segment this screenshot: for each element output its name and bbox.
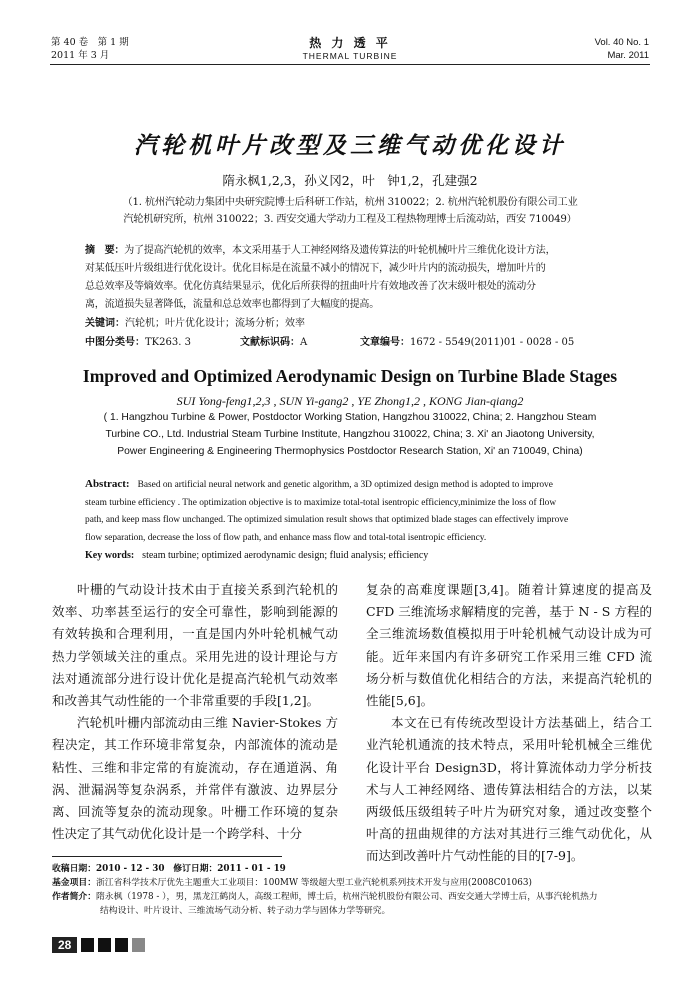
abstract-cn-line1: 为了提高汽轮机的效率，本文采用基于人工神经网络及遗传算法的叶轮机械叶片三维优化设计方法， [124, 245, 556, 256]
keywords-en-label: Key words: [85, 550, 135, 561]
decorative-block-icon [98, 938, 111, 952]
classification-info [85, 333, 645, 348]
decorative-block-icon [115, 938, 128, 952]
article-number-value: 1672 - 5549(2011)01 - 0028 - 05 [410, 337, 575, 348]
abstract-en-line2: steam turbine efficiency . The optimization objective is to maximize total-total isentropic efficiency,minimize the loss of flow [85, 497, 557, 508]
decorative-block-icon [132, 938, 145, 952]
abstract-cn-line4: 离，流道损失显著降低，流量和总总效率也都得到了大幅度的提高。 [85, 299, 379, 310]
affiliation-cn-line1: （1. 杭州汽轮动力集团中央研究院博士后科研工作站，杭州 310022；2. 杭州汽轮机股份有限公司工业 [122, 197, 578, 208]
page-number: 28 [52, 937, 77, 953]
clc-value: TK263. 3 [145, 337, 191, 348]
abstract-en-line4: flow separation, decrease the loss of flow path, and enhance mass flow and total-total isentropic efficiency. [85, 532, 487, 543]
body-right-paragraph-2: 本文在已有传统改型设计方法基础上，结合工业汽轮机通流的技术特点，采用叶轮机械全三维优化设计平台 Design3D，将计算流体动力学分析技术与人工神经网络、遗传算法相结合的方法，以某两级低压级组转子叶片为研究对象，通过改变整个叶高的扭曲规律的方法对其进行三维气动优化，从而达到改善叶片气动性能的目的[7-9]。 [366, 715, 652, 864]
body-right-column [366, 579, 652, 868]
abstract-en-label: Abstract: [85, 478, 130, 490]
decorative-block-icon [81, 938, 94, 952]
affiliation-cn-line2: 汽轮机研究所，杭州 310022；3. 西安交通大学动力工程及工程热物理博士后流动站，西安 710049） [123, 214, 577, 225]
keywords-en-text: steam turbine; optimized aerodynamic design; fluid analysis; efficiency [142, 550, 429, 561]
doc-code-label: 文献标识码： [240, 337, 300, 348]
author-bio-label: 作者简介： [52, 892, 96, 902]
footnote-rule [52, 856, 282, 857]
volume-issue: 第 40 卷 第 1 期 [51, 37, 129, 48]
abstract-cn-line2: 对某低压叶片级组进行优化设计。优化目标是在流量不减小的情况下，减少叶片内的流动损失，增加叶片的 [85, 263, 546, 274]
abstract-cn-line3: 总总效率及等熵效率。优化仿真结果显示，优化后所获得的扭曲叶片有效地改善了次末级叶根处的流动分 [85, 281, 536, 292]
volume-number-en: Vol. 40 No. 1 [594, 37, 649, 48]
abstract-cn [85, 242, 645, 314]
affiliation-en-line2: Turbine CO., Ltd. Industrial Steam Turbine Institute, Hangzhou 310022, China; 3. Xi' an Jiaotong University, [105, 429, 595, 440]
page-number-block [52, 936, 149, 954]
journal-name-en: THERMAL TURBINE [302, 51, 398, 61]
clc-label: 中图分类号： [85, 337, 145, 348]
header-rule [50, 64, 650, 65]
received-date: 收稿日期：2010 - 12 - 30 修订日期：2011 - 01 - 19 [52, 864, 286, 874]
affiliation-en-line1: ( 1. Hangzhou Turbine & Power, Postdoctor Working Station, Hangzhou 310022, China; 2. Hangzhou Steam [103, 412, 597, 423]
paper-title-cn: 汽轮机叶片改型及三维气动优化设计 [134, 132, 566, 159]
body-left-paragraph-2: 汽轮机叶栅内部流动由三维 Navier-Stokes 方程决定，其工作环境非常复杂，内部流体的流动是粘性、三维和非定常的有旋流动，存在通道涡、角涡、泄漏涡等复杂涡系，并常伴有激波、边界层分离、回流等复杂的流动现象。叶栅工作环境的复杂性决定了其气动优化设计是一个跨学科、十分 [52, 715, 338, 842]
fund-label: 基金项目： [52, 878, 96, 888]
body-right-paragraph-1: 复杂的高难度课题[3,4]。随着计算速度的提高及 CFD 三维流场求解精度的完善，基于 N - S 方程的全三维流场数值模拟用于叶轮机械气动设计成为可能。近年来国内有许多研究工作采用三维 CFD 流场分析与数值优化相结合的方法，来提高汽轮机的性能[5,6]。 [366, 582, 652, 709]
abstract-en-line3: path, and keep mass flow unchanged. The optimized simulation result shows that optimized blade stages can effectively improve [85, 515, 569, 525]
abstract-cn-label: 摘 要： [85, 245, 125, 256]
authors-cn: 隋永枫1,2,3，孙义冈2，叶 钟1,2，孔建强2 [222, 173, 478, 188]
abstract-en-line1: Based on artificial neural network and genetic algorithm, a 3D optimized design method is adopted to improve [137, 480, 553, 490]
publication-date: 2011 年 3 月 [51, 50, 110, 61]
keywords-cn-label: 关键词： [85, 318, 125, 329]
keywords-cn-text: 汽轮机；叶片优化设计；流场分析；效率 [125, 318, 305, 329]
date-en: Mar. 2011 [607, 50, 649, 61]
authors-en: SUI Yong-feng1,2,3 , SUN Yi-gang2 , YE Zhong1,2 , KONG Jian-qiang2 [176, 394, 524, 408]
doc-code-value: A [300, 337, 308, 348]
keywords-en [85, 550, 428, 561]
article-number-label: 文章编号： [360, 337, 410, 348]
author-bio-line1: 隋永枫（1978 - ），男，黑龙江鹤岗人，高级工程师，博士后，杭州汽轮机股份有限公司、西安交通大学博士后，从事汽轮机热力 [96, 892, 598, 902]
affiliation-en-line3: Power Engineering & Engineering Thermophysics Postdoctor Research Station, Xi' an 710049, China) [117, 446, 583, 457]
abstract-en [85, 476, 650, 547]
paper-title-en: Improved and Optimized Aerodynamic Design on Turbine Blade Stages [82, 366, 618, 386]
body-left-column [52, 579, 338, 845]
journal-name-cn: 热 力 透 平 [309, 36, 391, 50]
body-left-paragraph-1: 叶栅的气动设计技术由于直接关系到汽轮机的效率、功率甚至运行的安全可靠性，影响到能源的有效转换和合理利用，一直是国内外叶轮机械气动热力学领域关注的重点。采用先进的设计理论与方法对通流部分进行设计优化是提高汽轮机气动效率和改善其气动性能的一个非常重要的手段[1,2]。 [52, 582, 338, 709]
footnotes [52, 862, 662, 918]
fund-text: 浙江省科学技术厅优先主题重大工业项目：100MW 等级超大型工业汽轮机系列技术开发与应用(2008C01063) [96, 878, 532, 888]
author-bio-line2: 结构设计、叶片设计、三维流场气动分析、转子动力学与固体力学等研究。 [100, 906, 391, 916]
keywords-cn [85, 314, 305, 329]
